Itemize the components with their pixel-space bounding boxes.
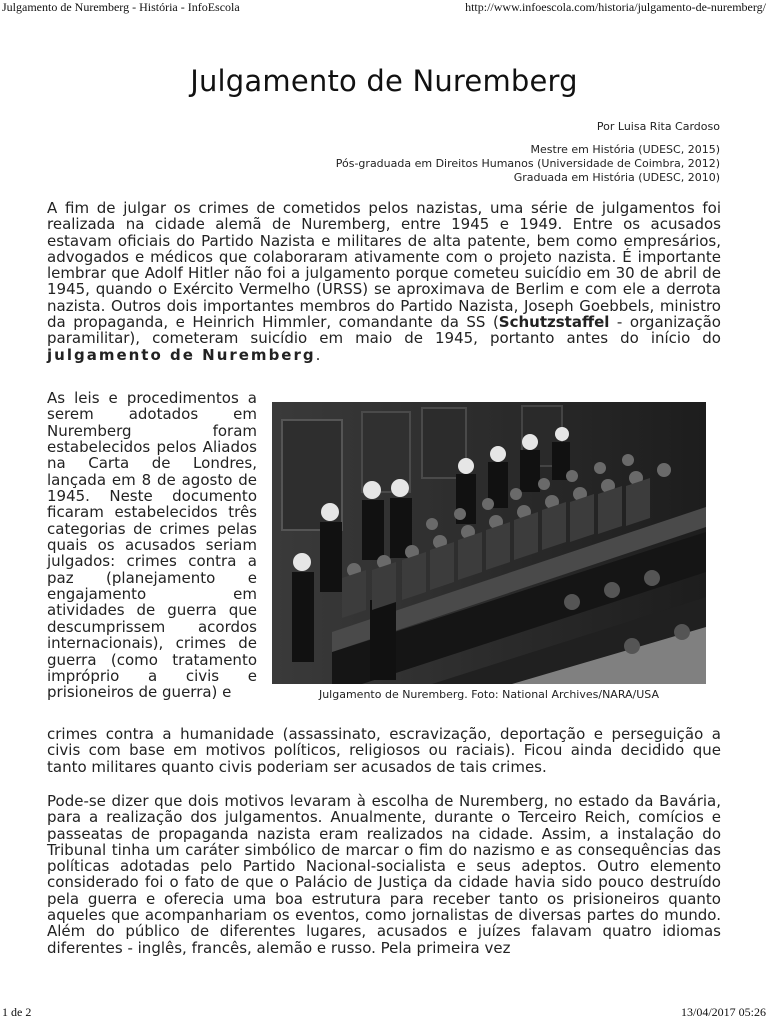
print-footer <box>0 1005 768 1021</box>
print-header <box>0 0 768 16</box>
credential-line: Mestre em História (UDESC, 2015) <box>530 143 720 156</box>
courtroom-photo <box>272 402 706 684</box>
paragraph-why-nuremberg: Pode-se dizer que dois motivos levaram à escolha de Nuremberg, no estado da Bavária, para a realização dos julgamentos. Anualmente, durante o Terceiro Reich, comícios e passeatas de propaganda nazista eram realizados na cidade. Assim, a instalação do Tribunal tinha um caráter simbólico de marcar o fim do nazismo e as consequências das políticas adotadas pelo Partido Nacional-socialista e seus adeptos. Outro elemento considerado foi o fato de que o Palácio de Justiça da cidade havia sido pouco destruído pela guerra e oferecia uma boa estrutura para receber tanto os prisioneiros quanto aqueles que acompanhariam os eventos, como jornalistas de diversas partes do mundo. Além do público de diferentes lugares, acusados e juízes falavam quatro idiomas diferentes - inglês, francês, alemão e russo. Pela primeira vez <box>47 792 721 957</box>
credential-line: Pós-graduada em Direitos Humanos (Universidade de Coimbra, 2012) <box>335 157 720 170</box>
print-footer-page-count: 1 de 2 <box>2 1005 32 1019</box>
photo-caption: Julgamento de Nuremberg. Foto: National Archives/NARA/USA <box>318 688 660 701</box>
author-credentials <box>336 143 720 185</box>
paragraph-text: A fim de julgar os crimes de cometidos pelos nazistas, uma série de julgamentos foi realizada na cidade alemã de Nuremberg, entre 1945 e 1949. Entre os acusados estavam oficiais do Partido Nazista e militares de alta patente, bem como empresários, advogados e médicos que colaboraram ativamente com o projeto nazista. É importante lembrar que Adolf Hitler não foi a julgamento porque cometeu suicídio em 30 de abril de 1945, quando o Exército Vermelho (URSS) se aproximava de Berlim e com ele a derrota nazista. Outros dois importantes membros do Partido Nazista, Joseph Goebbels, ministro da propaganda, e Heinrich Himmler, comandante da SS ( <box>47 199 721 332</box>
credential-line: Graduada em História (UDESC, 2010) <box>513 171 720 184</box>
print-header-title: Julgamento de Nuremberg - História - InfoEscola <box>2 0 240 14</box>
paragraph-london-charter-continued: crimes contra a humanidade (assassinato, escravização, deportação e perseguição a civis com base em motivos políticos, religiosos ou raciais). Ficou ainda decidido que tanto militares quanto civis poderiam ser acusados de tais crimes. <box>47 725 721 776</box>
print-header-url: http://www.infoescola.com/historia/julgamento-de-nuremberg/ <box>465 0 766 14</box>
emphasis-schutzstaffel: Schutzstaffel <box>498 313 610 332</box>
paragraph-intro <box>47 200 721 363</box>
author-byline: Por Luisa Rita Cardoso <box>596 120 720 133</box>
article-title: Julgamento de Nuremberg <box>190 64 578 98</box>
paragraph-london-charter: As leis e procedimentos a serem adotados em Nuremberg foram estabelecidos pelos Aliados na Carta de Londres, lançada em 8 de agosto de 1945. Neste documento ficaram estabelecidos três categorias de crimes pelas quais os acusados seriam julgados: crimes contra a paz (planejamento e engajamento em atividades de guerra que descumprissem acordos internacionais), crimes de guerra (como tratamento impróprio a civis e prisioneiros de guerra) e <box>47 389 257 702</box>
paragraph-text: . <box>315 345 321 364</box>
paragraph-text: - organização paramilitar), cometeram suicídio em maio de 1945, portanto antes do início do <box>47 313 721 348</box>
emphasis-keyword: julgamento de Nuremberg <box>47 345 316 364</box>
print-footer-datetime: 13/04/2017 05:26 <box>680 1005 766 1019</box>
